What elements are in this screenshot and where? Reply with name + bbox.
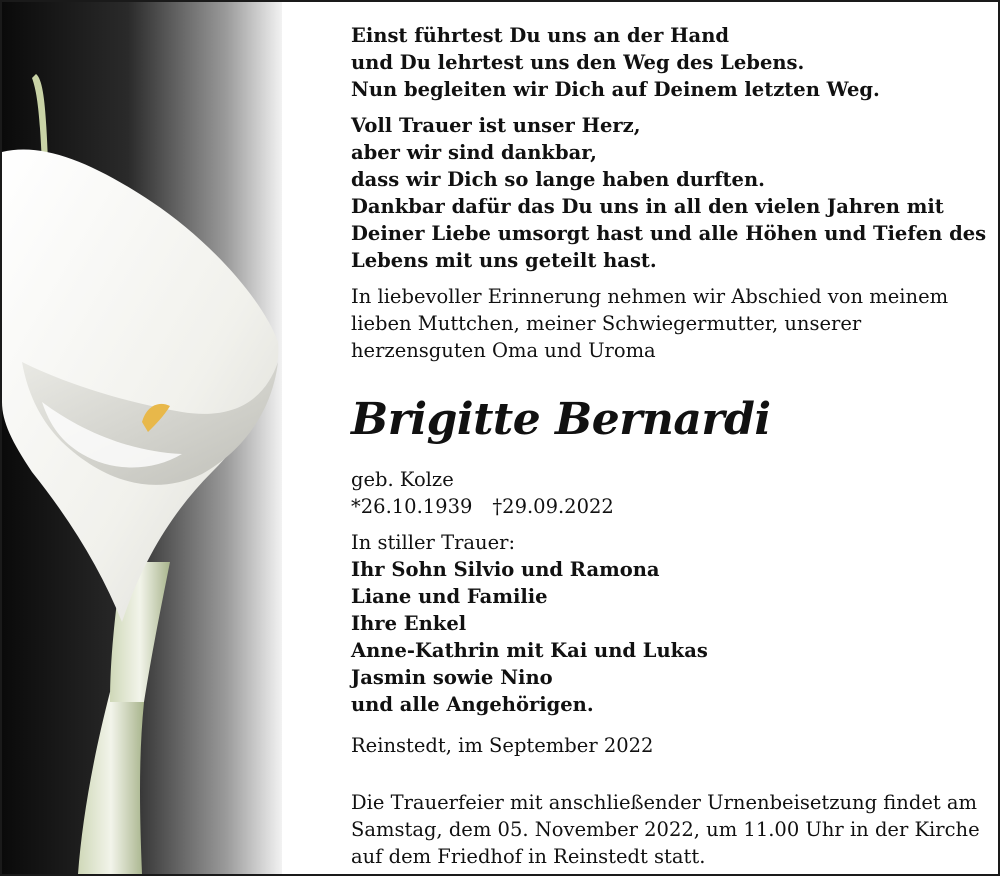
mourner-line: und alle Angehörigen. xyxy=(351,693,594,716)
dates-line xyxy=(351,493,991,520)
intro-line: lieben Muttchen, meiner Schwiegermutter, unserer xyxy=(351,312,862,335)
verse-second xyxy=(351,112,991,274)
service-line: Die Trauerfeier mit anschließender Urnenbeisetzung findet am xyxy=(351,791,978,814)
deceased-name: Brigitte Bernardi xyxy=(351,394,771,445)
died-date: †29.09.2022 xyxy=(492,495,614,518)
mourners-heading: In stiller Trauer: xyxy=(351,531,516,554)
verse-line: dass wir Dich so lange haben durften. xyxy=(351,168,765,191)
verse-line: Dankbar dafür das Du uns in all den vielen Jahren mit xyxy=(351,195,944,218)
verse-line: Lebens mit uns geteilt hast. xyxy=(351,249,657,272)
verse-line: und Du lehrtest uns den Weg des Lebens. xyxy=(351,51,805,74)
obituary-text xyxy=(351,22,991,876)
verse-line: aber wir sind dankbar, xyxy=(351,141,597,164)
verse-first xyxy=(351,22,991,103)
verse-line: Deiner Liebe umsorgt hast und alle Höhen und Tiefen des xyxy=(351,222,987,245)
intro-line: In liebevoller Erinnerung nehmen wir Abschied von meinem xyxy=(351,285,949,308)
verse-line: Nun begleiten wir Dich auf Deinem letzten Weg. xyxy=(351,78,880,101)
place-date xyxy=(351,732,991,759)
calla-lily-image xyxy=(2,2,282,874)
mourner-line: Ihre Enkel xyxy=(351,612,467,635)
birth-name: geb. Kolze xyxy=(351,468,454,491)
verse-line: Einst führtest Du uns an der Hand xyxy=(351,24,730,47)
mourner-line: Anne-Kathrin mit Kai und Lukas xyxy=(351,639,708,662)
born-date: *26.10.1939 xyxy=(351,495,473,518)
calla-lily-illustration xyxy=(2,2,282,874)
life-dates xyxy=(351,466,991,520)
service-info xyxy=(351,789,991,870)
mourner-line: Ihr Sohn Silvio und Ramona xyxy=(351,558,660,581)
verse-line: Voll Trauer ist unser Herz, xyxy=(351,114,641,137)
service-line: auf dem Friedhof in Reinstedt statt. xyxy=(351,845,706,868)
mourner-line: Jasmin sowie Nino xyxy=(351,666,553,689)
service-line: Samstag, dem 05. November 2022, um 11.00 Uhr in der Kirche xyxy=(351,818,980,841)
intro-text xyxy=(351,283,991,364)
intro-line: herzensguten Oma und Uroma xyxy=(351,339,656,362)
place-date-line: Reinstedt, im September 2022 xyxy=(351,734,654,757)
mourner-line: Liane und Familie xyxy=(351,585,548,608)
mourners xyxy=(351,529,991,718)
